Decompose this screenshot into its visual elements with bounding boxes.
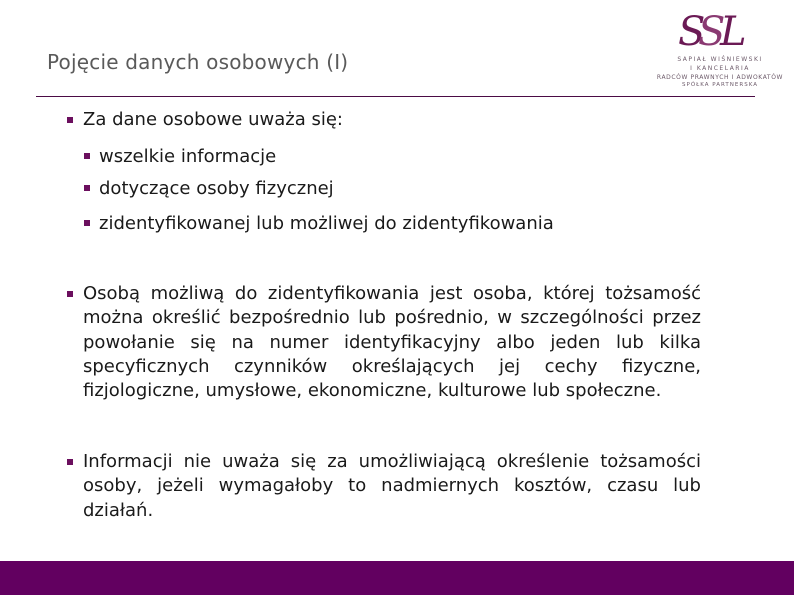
- excessive-cost-paragraph: Informacji nie uważa się za umożliwiającą określenie tożsamości osoby, jeżeli wymagałoby to nadmiernych kosztów, czasu lub działań.: [83, 451, 701, 521]
- logo-line-4: SPÓŁKA PARTNERSKA: [682, 82, 758, 88]
- sub-bullet-text: zidentyfikowanej lub możliwej do zidentyfikowania: [99, 213, 554, 234]
- logo-monogram-s1: S: [678, 9, 700, 55]
- logo-line-1: SAPIAŁ WIŚNIEWSKI: [677, 56, 763, 63]
- bullet-marker: [67, 117, 73, 123]
- sub-bullet-text: dotyczące osoby fizycznej: [99, 178, 334, 199]
- sub-bullet-marker: [84, 153, 90, 159]
- bullet-marker: [67, 459, 73, 465]
- logo-monogram: [678, 10, 758, 54]
- logo-line-2: I KANCELARIA: [690, 65, 750, 72]
- logo-monogram-l: L: [720, 9, 741, 55]
- identifiable-person-paragraph: Osobą możliwą do zidentyfikowania jest osoba, której tożsamość można określić bezpośrednio lub pośrednio, w szczególności przez powołanie się na numer identyfikacyjny albo jeden lub kilka specyficznych czynników określających jej cechy fizyczne, fizjologiczne, umysłowe, ekonomiczne, kulturowe lub społeczne.: [83, 283, 701, 402]
- firm-logo: [655, 9, 785, 88]
- logo-monogram-s2: S: [698, 9, 720, 55]
- bullet-marker: [67, 291, 73, 297]
- title-divider: [36, 96, 755, 97]
- logo-line-3: RADCÓW PRAWNYCH I ADWOKATÓW: [656, 74, 784, 81]
- sub-bullet-text: wszelkie informacje: [99, 146, 277, 167]
- footer-bar: [0, 561, 794, 595]
- main-bullet-text: Za dane osobowe uważa się:: [83, 109, 343, 130]
- slide-title: Pojęcie danych osobowych (I): [47, 50, 349, 74]
- sub-bullet-marker: [84, 220, 90, 226]
- sub-bullet-marker: [84, 185, 90, 191]
